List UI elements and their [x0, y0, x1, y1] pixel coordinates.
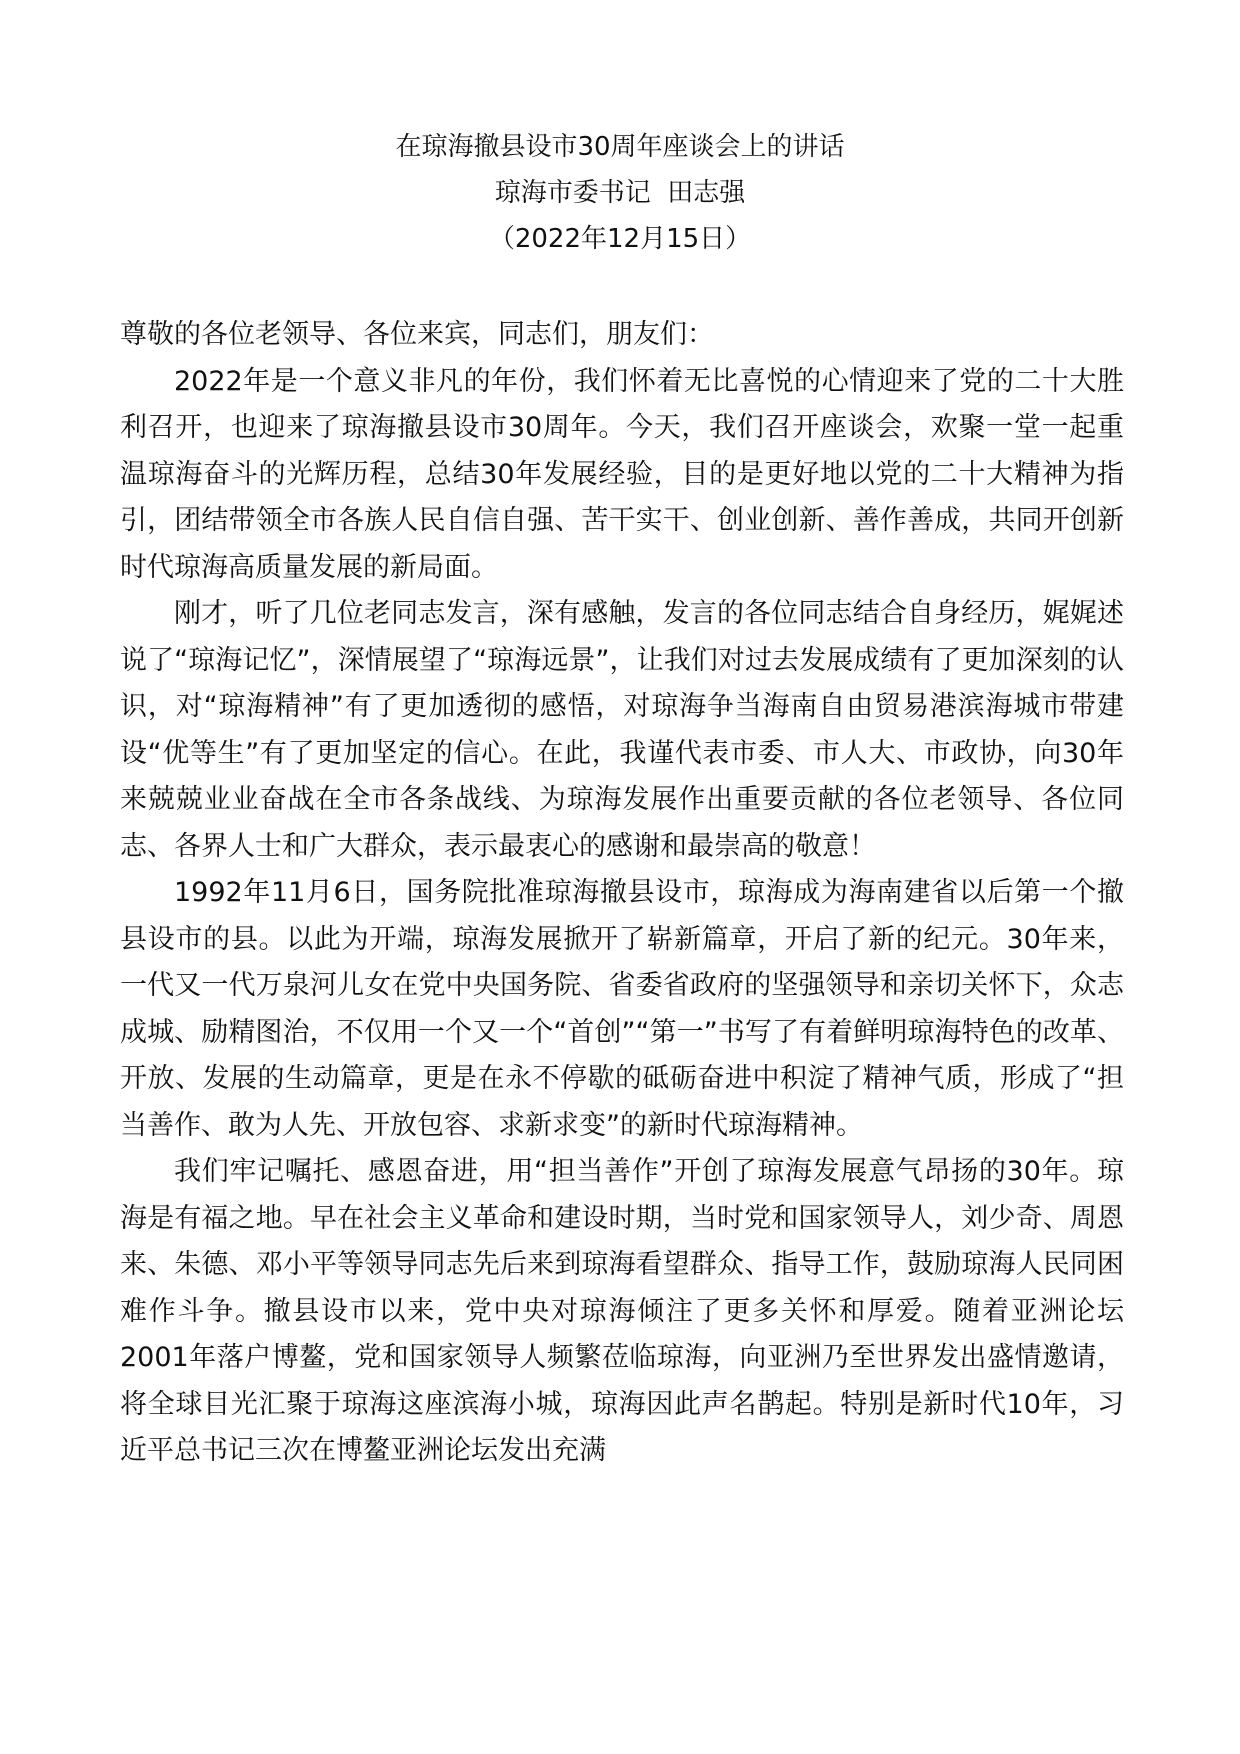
document-header [0, 124, 1240, 262]
speaker-line: 琼海市委书记 田志强 [494, 178, 746, 208]
body-paragraph: 2022年是一个意义非凡的年份，我们怀着无比喜悦的心情迎来了党的二十大胜利召开，也迎来了琼海撤县设市30周年。今天，我们召开座谈会，欢聚一堂一起重温琼海奋斗的光辉历程，总结30年发展经验，目的是更好地以党的二十大精神为指引，团结带领全市各族人民自信自强、苦干实干、创业创新、善作善成，共同开创新时代琼海高质量发展的新局面。 [120, 365, 1124, 583]
body-paragraph: 我们牢记嘱托、感恩奋进，用“担当善作”开创了琼海发展意气昂扬的30年。琼海是有福之地。早在社会主义革命和建设时期，当时党和国家领导人，刘少奇、周恩来、朱德、邓小平等领导同志先后来到琼海看望群众、指导工作，鼓励琼海人民同困难作斗争。撤县设市以来，党中央对琼海倾注了更多关怀和厚爱。随着亚洲论坛2001年落户博鳌，党和国家领导人频繁莅临琼海，向亚洲乃至世界发出盛情邀请，将全球目光汇聚于琼海这座滨海小城，琼海因此声名鹊起。特别是新时代10年，习近平总书记三次在博鳌亚洲论坛发出充满 [120, 1156, 1124, 1466]
document-body [120, 312, 1124, 1475]
body-paragraph: 1992年11月6日，国务院批准琼海撤县设市，琼海成为海南建省以后第一个撤县设市的县。以此为开端，琼海发展掀开了崭新篇章，开启了新的纪元。30年来，一代又一代万泉河儿女在党中央国务院、省委省政府的坚强领导和亲切关怀下，众志成城、励精图治，不仅用一个又一个“首创”“第一”书写了有着鲜明琼海特色的改革、开放、发展的生动篇章，更是在永不停歇的砥砺奋进中积淀了精神气质，形成了“担当善作、敢为人先、开放包容、求新求变”的新时代琼海精神。 [120, 877, 1124, 1141]
salutation: 尊敬的各位老领导、各位来宾，同志们，朋友们： [120, 319, 714, 350]
document-title: 在琼海撤县设市30周年座谈会上的讲话 [395, 132, 845, 162]
speech-date: （2022年12月15日） [488, 224, 752, 254]
body-paragraph: 刚才，听了几位老同志发言，深有感触，发言的各位同志结合自身经历，娓娓述说了“琼海记忆”，深情展望了“琼海远景”，让我们对过去发展成绩有了更加深刻的认识，对“琼海精神”有了更加透彻的感悟，对琼海争当海南自由贸易港滨海城市带建设“优等生”有了更加坚定的信心。在此，我谨代表市委、市人大、市政协，向30年来兢兢业业奋战在全市各条战线、为琼海发展作出重要贡献的各位老领导、各位同志、各界人士和广大群众，表示最衷心的感谢和最崇高的敬意！ [120, 598, 1124, 862]
